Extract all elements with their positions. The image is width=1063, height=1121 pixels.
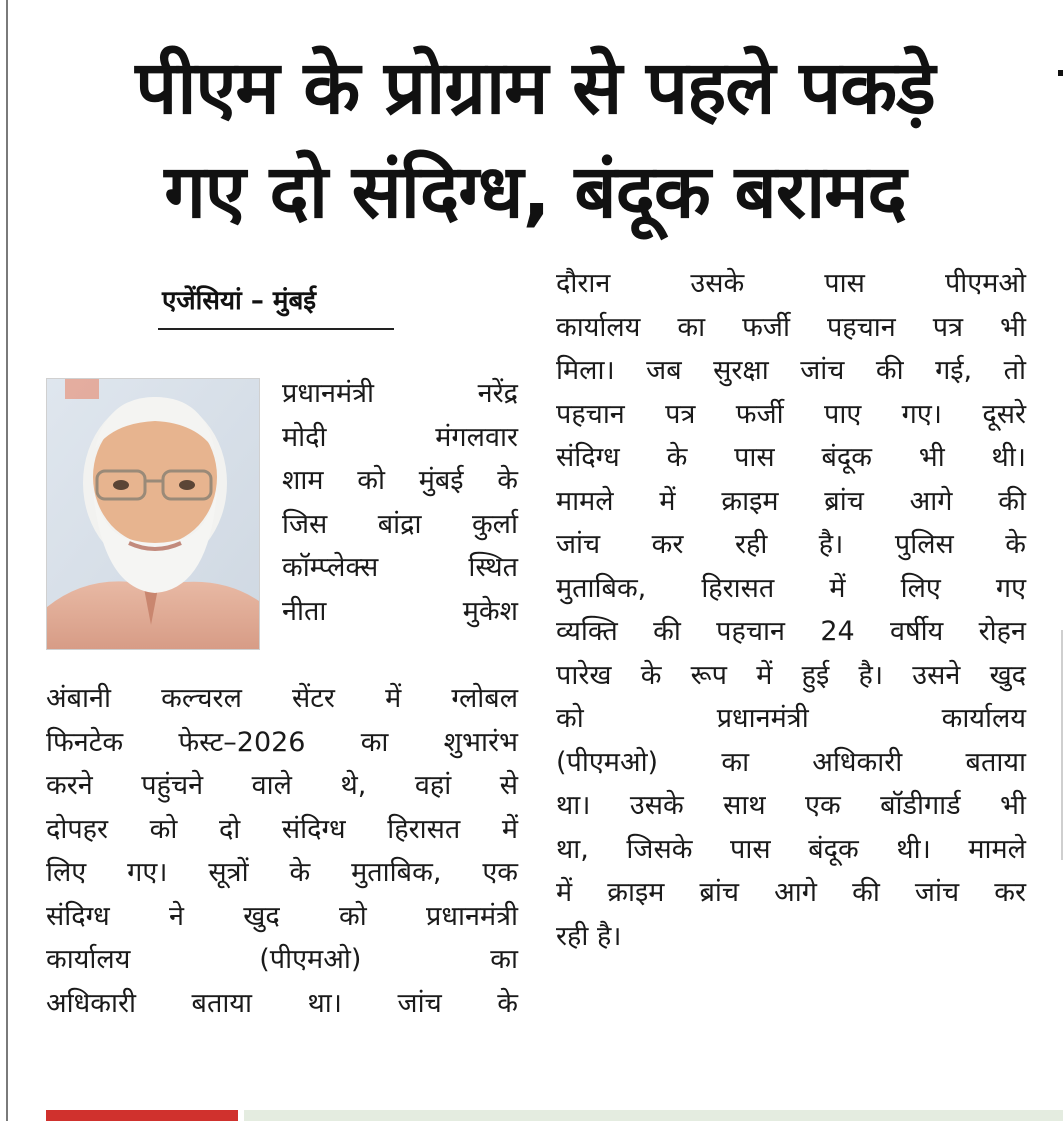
text-line: मामले में क्राइम ब्रांच आगे की <box>556 485 1026 517</box>
text-line: जांच कर रही है। पुलिस के <box>556 529 1026 560</box>
text-line: प्रधानमंत्री नरेंद्र <box>282 378 518 409</box>
page-left-rule <box>6 0 8 1121</box>
text-line: व्यक्ति की पहचान 24 वर्षीय रोहन <box>556 616 1026 647</box>
text-line: संदिग्ध के पास बंदूक भी थी। <box>556 442 1026 473</box>
text-line: में क्राइम ब्रांच आगे की जांच कर <box>556 877 1026 908</box>
edge-mark <box>1058 70 1063 76</box>
byline: एजेंसियां – मुंबई <box>162 286 317 316</box>
accent-bar <box>46 1110 238 1121</box>
text-line: दोपहर को दो संदिग्ध हिरासत में <box>46 813 518 845</box>
text-line: को प्रधानमंत्री कार्यालय <box>556 703 1026 734</box>
text-line: फिनटेक फेस्ट–2026 का शुभारंभ <box>46 726 518 758</box>
text-line: करने पहुंचने वाले थे, वहां से <box>46 770 518 801</box>
text-line: पहचान पत्र फर्जी पाए गए। दूसरे <box>556 398 1026 430</box>
text-line: कार्यालय (पीएमओ) का <box>46 944 518 975</box>
headline-line-2: गए दो संदिग्ध, बंदूक बरामद <box>164 149 906 235</box>
headline <box>30 36 1040 244</box>
text-line: कॉम्प्लेक्स स्थित <box>282 552 518 583</box>
text-line: जिस बांद्रा कुर्ला <box>282 508 518 540</box>
text-line: मिला। जब सुरक्षा जांच की गई, तो <box>556 355 1026 386</box>
text-line: अंबानी कल्चरल सेंटर में ग्लोबल <box>46 683 518 714</box>
left-column-beside-photo <box>282 372 518 633</box>
text-line: मुताबिक, हिरासत में लिए गए <box>556 572 1026 604</box>
right-column-body <box>556 262 1026 958</box>
text-line: शाम को मुंबई के <box>282 465 518 496</box>
text-line: लिए गए। सूत्रों के मुताबिक, एक <box>46 857 518 888</box>
text-line: अधिकारी बताया था। जांच के <box>46 987 518 1019</box>
text-line: नीता मुकेश <box>282 595 518 627</box>
text-line: मोदी मंगलवार <box>282 421 518 453</box>
text-line: संदिग्ध ने खुद को प्रधानमंत्री <box>46 900 518 932</box>
text-line: था। उसके साथ एक बॉडीगार्ड भी <box>556 790 1026 821</box>
text-line: कार्यालय का फर्जी पहचान पत्र भी <box>556 311 1026 343</box>
text-line: था, जिसके पास बंदूक थी। मामले <box>556 833 1026 865</box>
byline-underline <box>158 328 394 330</box>
text-line: दौरान उसके पास पीएमओ <box>556 268 1026 299</box>
portrait-photo <box>46 378 260 650</box>
text-line: रही है। <box>556 920 622 952</box>
text-line: (पीएमओ) का अधिकारी बताया <box>556 746 1026 778</box>
left-column-body <box>46 677 518 1025</box>
footer-band <box>244 1110 1063 1121</box>
text-line: पारेख के रूप में हुई है। उसने खुद <box>556 659 1026 691</box>
headline-line-1: पीएम के प्रोग्राम से पहले पकड़े <box>135 45 935 131</box>
